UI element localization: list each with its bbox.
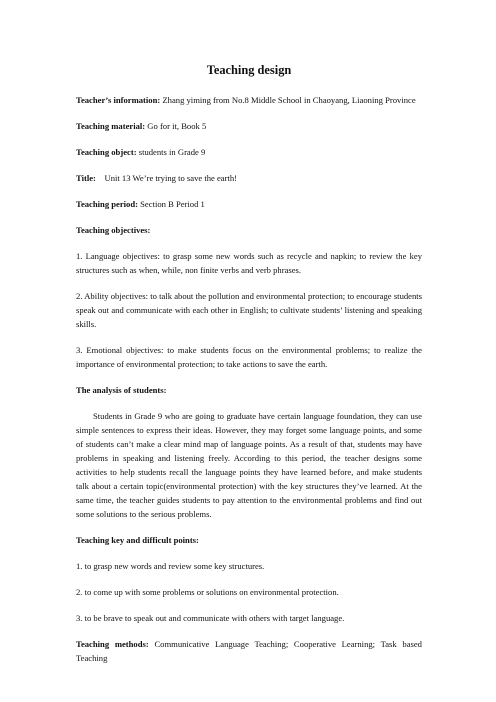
objective-item: 3. Emotional objectives: to make students focus on the environmental problems; to realize the importance of environmental protection; to take actions to save the earth. bbox=[76, 345, 422, 369]
objective-item: 1. Language objectives: to grasp some new words such as recycle and napkin; to review the key structures such as when, while, non finite verbs and verb phrases. bbox=[76, 251, 422, 275]
key-point-item: 2. to come up with some problems or solutions on environmental protection. bbox=[76, 587, 339, 597]
document-title: Teaching design bbox=[206, 63, 292, 77]
teaching-methods bbox=[76, 637, 422, 665]
analysis-text: Students in Grade 9 who are going to graduate have certain language foundation, they can use simple sentences to express their ideas. However, they may forget some language points, and some of students can’t make a clear mind map of language points. As a result of that, students may have problems in speaking and listening freely. According to this period, the teacher designs some activities to help students recall the language points they have learned before, and make students talk about a certain topic(environmental protection) with the key structures they’ve learned. At the same time, the teacher guides students to pay attention to the environmental problems and find out some solutions to the serious problems. bbox=[76, 411, 422, 519]
key-point-item: 3. to be brave to speak out and communicate with others with target language. bbox=[76, 613, 345, 623]
key-points-heading: Teaching key and difficult points: bbox=[76, 535, 199, 545]
objective-item: 2. Ability objectives: to talk about the pollution and environmental protection; to encourage students speak out and communicate with each other in English; to cultivate students’ listening and speaking skills. bbox=[76, 291, 422, 329]
document-body bbox=[76, 62, 422, 677]
teaching-material bbox=[76, 119, 422, 133]
title-field bbox=[76, 171, 422, 185]
title-field-label: Title: bbox=[76, 173, 96, 183]
teaching-period-label: Teaching period: bbox=[76, 199, 138, 209]
teaching-object bbox=[76, 145, 422, 159]
teaching-object-text: students in Grade 9 bbox=[138, 147, 206, 157]
teacher-info bbox=[76, 93, 422, 107]
teacher-info-label: Teacher’s information: bbox=[76, 95, 161, 105]
analysis-heading: The analysis of students: bbox=[76, 385, 167, 395]
teaching-period-text: Section B Period 1 bbox=[140, 199, 205, 209]
teaching-material-label: Teaching material: bbox=[76, 121, 146, 131]
teaching-object-label: Teaching object: bbox=[76, 147, 137, 157]
title-field-text: Unit 13 We’re trying to save the earth! bbox=[104, 173, 238, 183]
objectives-heading: Teaching objectives: bbox=[76, 225, 151, 235]
teacher-info-text: Zhang yiming from No.8 Middle School in Chaoyang, Liaoning Province bbox=[162, 95, 416, 105]
key-point-item: 1. to grasp new words and review some key structures. bbox=[76, 561, 265, 571]
teaching-methods-label: Teaching methods: bbox=[76, 639, 149, 649]
teaching-material-text: Go for it, Book 5 bbox=[147, 121, 207, 131]
teaching-methods-text: Communicative Language Teaching; Cooperative Learning; Task based Teaching bbox=[76, 639, 422, 663]
teaching-period bbox=[76, 197, 422, 211]
